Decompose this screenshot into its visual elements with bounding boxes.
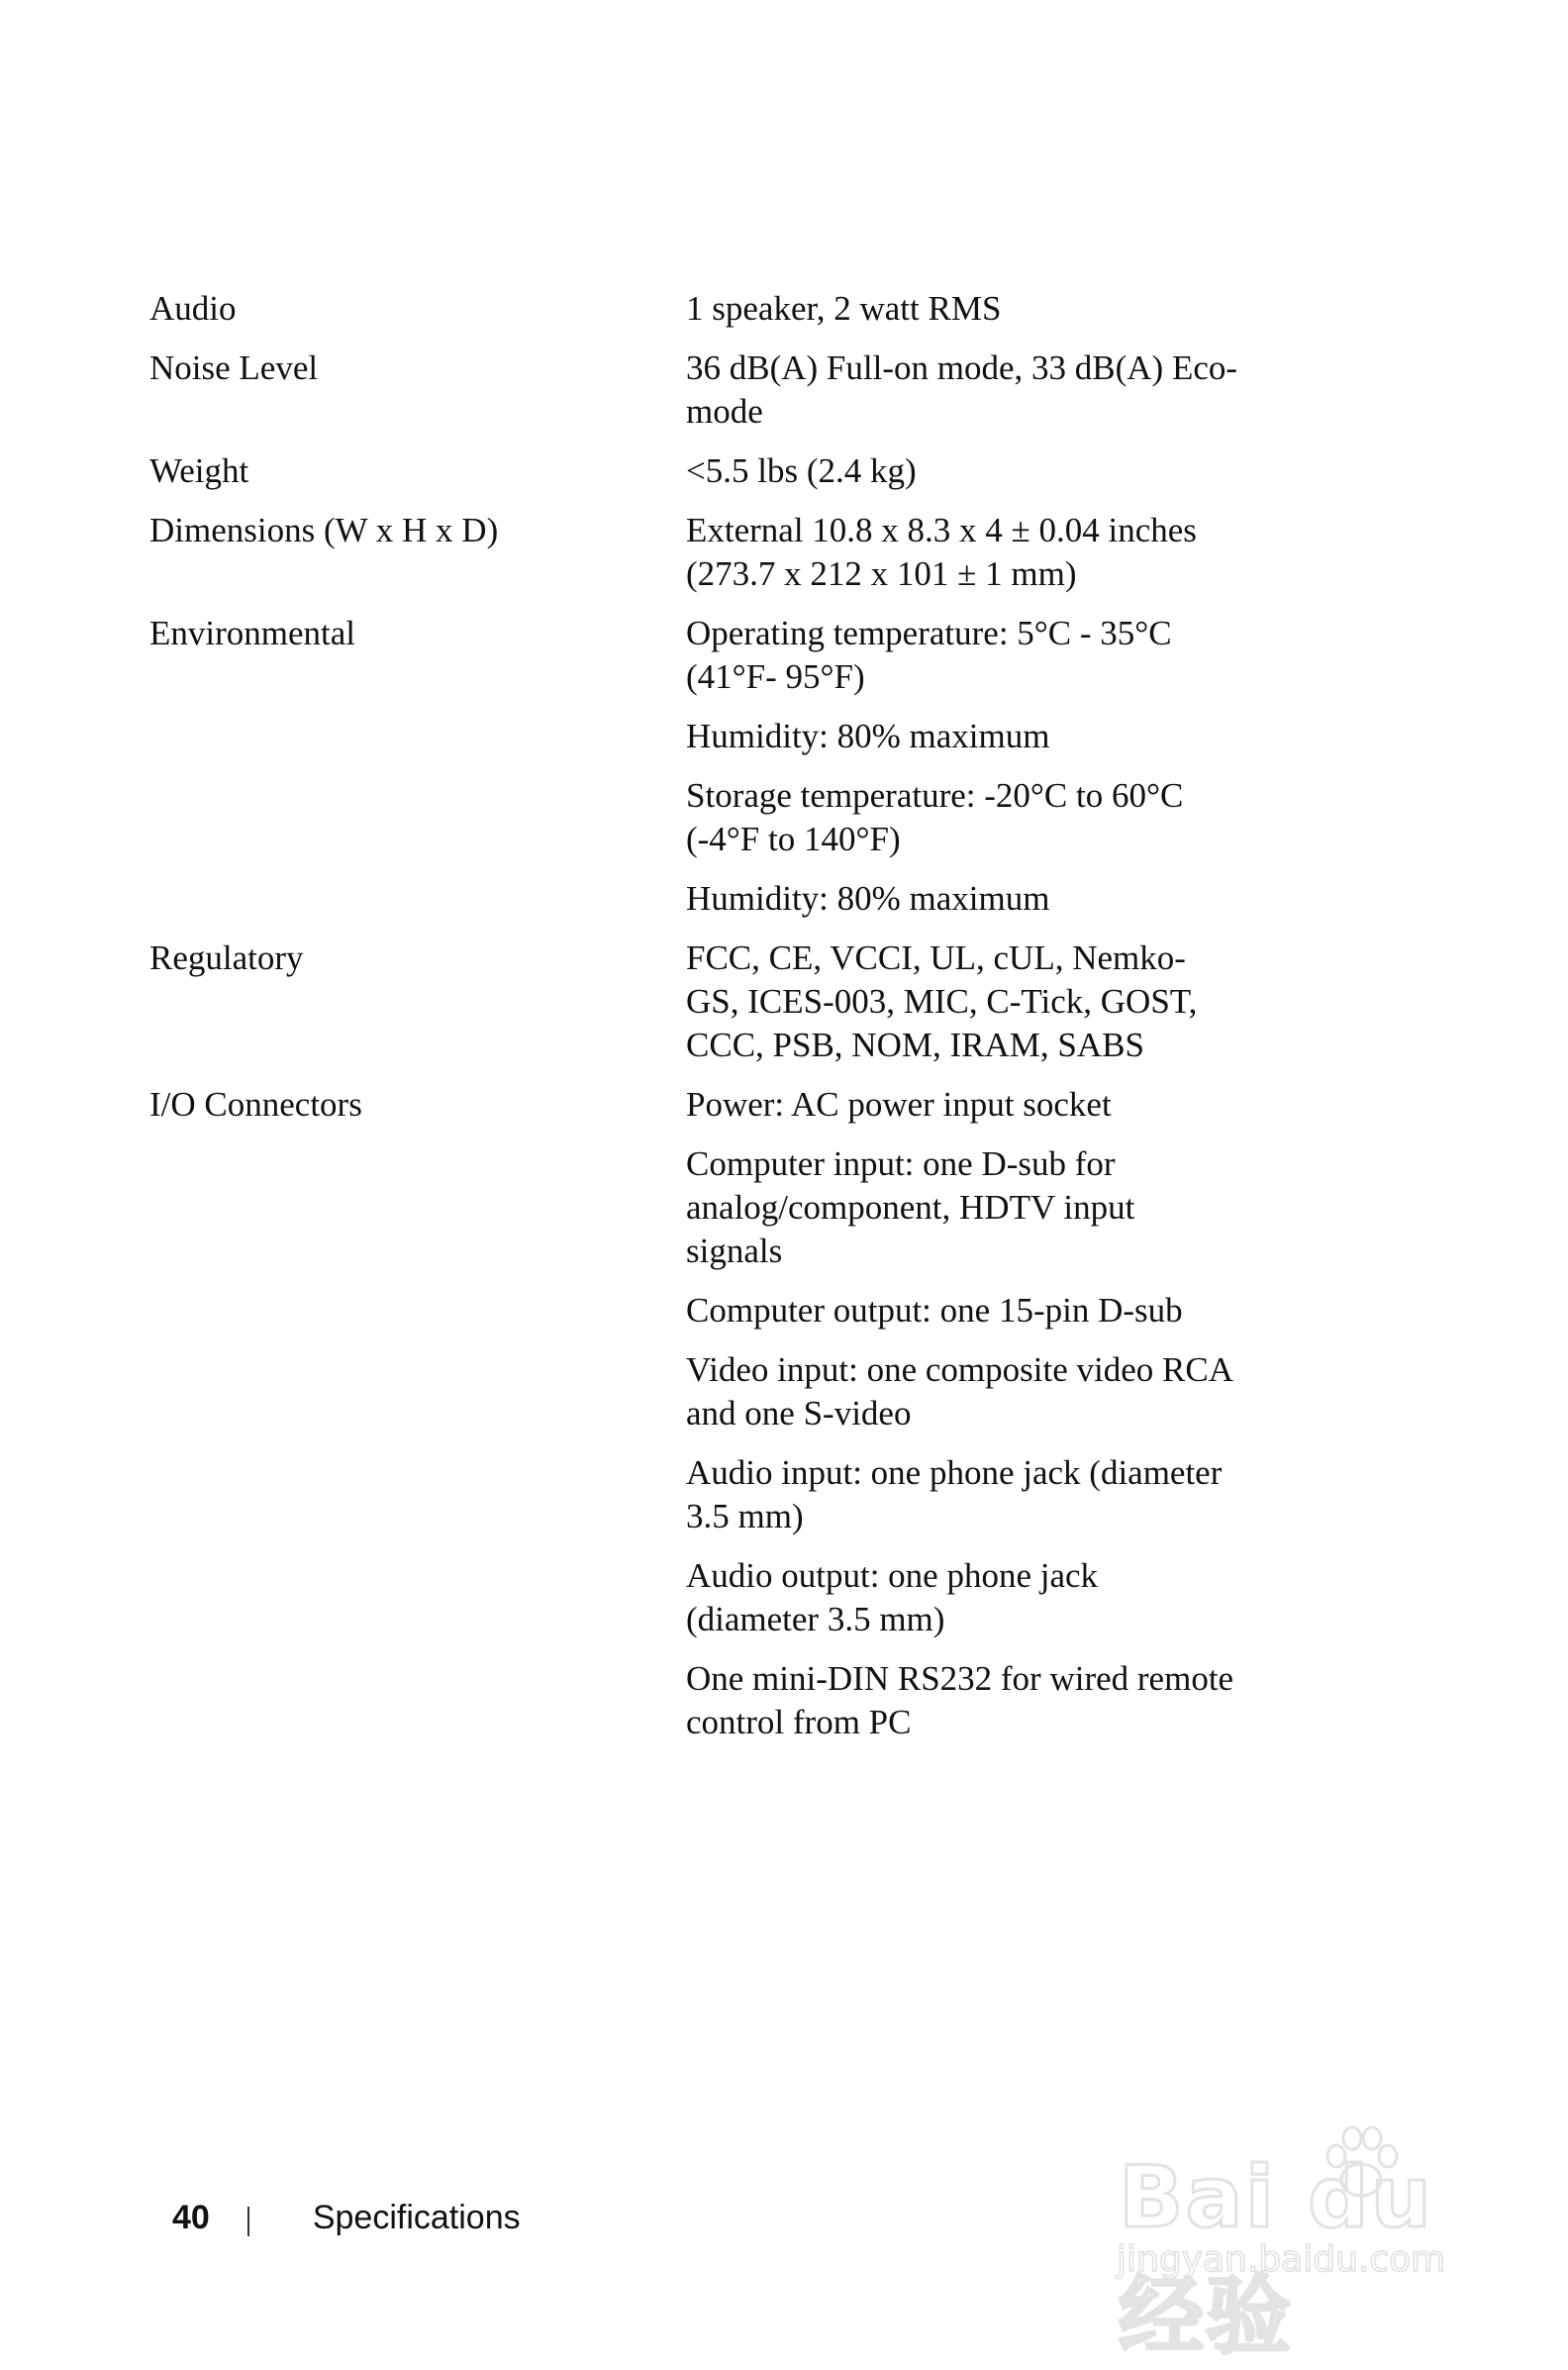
section-title: Specifications (312, 2199, 521, 2236)
spec-value: FCC, CE, VCCI, UL, cUL, Nemko- GS, ICES-003, MIC, C-Tick, GOST, CCC, PSB, NOM, IRAM, SABS (686, 938, 1198, 1064)
spec-label: I/O Connectors (149, 1085, 362, 1124)
spec-value: Computer input: one D-sub for analog/component, HDTV input signals (686, 1144, 1135, 1270)
spec-label: Noise Level (149, 348, 319, 387)
spec-row-environmental (149, 612, 1268, 921)
spec-value: 1 speaker, 2 watt RMS (686, 289, 1002, 328)
spec-label: Environmental (149, 614, 356, 652)
spec-value: Audio output: one phone jack (diameter 3.5 mm) (686, 1556, 1099, 1638)
specifications-table (149, 287, 1268, 1760)
spec-value: Humidity: 80% maximum (686, 717, 1050, 755)
spec-value: Audio input: one phone jack (diameter 3.5 mm) (686, 1453, 1223, 1535)
spec-row-noise-level (149, 346, 1268, 434)
spec-value: 36 dB(A) Full-on mode, 33 dB(A) Eco- mode (686, 348, 1238, 431)
spec-label: Audio (149, 289, 237, 328)
spec-row-dimensions (149, 509, 1268, 596)
page-number: 40 (172, 2199, 210, 2236)
spec-value: Video input: one composite video RCA and one S-video (686, 1350, 1233, 1432)
spec-value: External 10.8 x 8.3 x 4 ± 0.04 inches (273.7 x 212 x 101 ± 1 mm) (686, 511, 1197, 593)
spec-label: Regulatory (149, 938, 304, 977)
baidu-logo-text: Bai du 经验 (1119, 2148, 1433, 2366)
watermark-url: jingyan.baidu.com (1117, 2239, 1446, 2280)
spec-value: Humidity: 80% maximum (686, 879, 1050, 918)
spec-row-regulatory (149, 937, 1268, 1067)
spec-value: Storage temperature: -20°C to 60°C (-4°F to 140°F) (686, 776, 1184, 858)
spec-row-audio (149, 287, 1268, 331)
spec-label: Weight (149, 451, 249, 490)
footer-divider (247, 2207, 249, 2236)
spec-value: Operating temperature: 5°C - 35°C (41°F- 95°F) (686, 614, 1172, 696)
spec-value: Power: AC power input socket (686, 1085, 1112, 1124)
spec-row-weight (149, 449, 1268, 493)
spec-row-io-connectors (149, 1083, 1268, 1744)
spec-value: <5.5 lbs (2.4 kg) (686, 451, 917, 490)
spec-value: One mini-DIN RS232 for wired remote control from PC (686, 1659, 1234, 1741)
page-footer (172, 2198, 521, 2237)
spec-label: Dimensions (W x H x D) (149, 511, 499, 549)
spec-value: Computer output: one 15-pin D-sub (686, 1291, 1183, 1330)
baidu-watermark (1089, 2119, 1505, 2366)
